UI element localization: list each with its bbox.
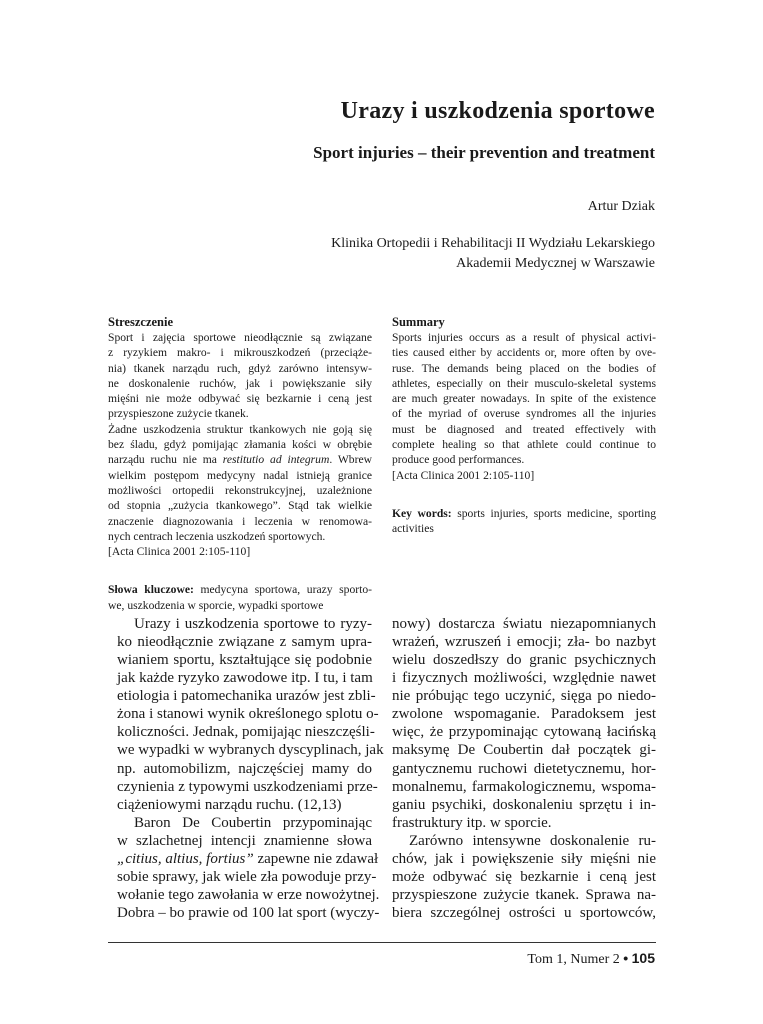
text-line: ganiu psychiki, doskonaleniu sprzętu i in-: [392, 796, 656, 813]
text-line: przyspieszone zużycie tkanek. Sprawa na-: [392, 886, 656, 903]
text-line: Urazy i uszkodzenia sportowe to ryzy-: [134, 616, 372, 632]
text-line: „citius, altius, fortius” zapewne nie zdawał: [117, 850, 379, 867]
text-line: sobie sprawy, jak wiele zła powoduje przy-: [117, 868, 377, 885]
text-line: możliwości ortopedii rekonstrukcyjnej, uzależnione: [108, 483, 372, 497]
text-line: Sport i zajęcia sportowe nieodłącznie są związane: [108, 331, 372, 344]
text-line: więc, że przypominając cytowaną łacińską: [392, 724, 656, 741]
text-line: mięśni nie może odbywać się bezkarnie i ceną jest: [108, 392, 372, 406]
text-line: ko nieodłącznie związane z samym upra-: [117, 634, 372, 651]
volume-info: Tom 1, Numer 2: [527, 952, 620, 967]
text-line: może odbywać się bezkarnie i ceną jest: [392, 868, 656, 885]
keywords: Key words: sports injuries, sports medicine, sporting: [392, 506, 656, 520]
text-line: wołanie tego zawołania w erze nowożytnej.: [117, 886, 380, 903]
body-column-left: [117, 615, 384, 922]
text-line: maksymę De Coubertin dał początek gi-: [392, 742, 656, 759]
keywords: Słowa kluczowe: medycyna sportowa, urazy sporto-: [108, 583, 373, 597]
text-line: Zarówno intensywne doskonalenie ru-: [409, 832, 656, 849]
article-subtitle: Sport injuries – their prevention and treatment: [313, 143, 655, 162]
text-line: nie próbując tego uczynić, sięga po niedo-: [392, 688, 656, 705]
text-line: jak każde ryzyko zawodowe itp. I tu, i tam: [117, 670, 373, 687]
text-line: zwolone wspomaganie. Paradoksem jest: [392, 706, 656, 723]
text-line: ties caused either by accidents or, more often by ove-: [392, 346, 656, 360]
abstract-english: [392, 315, 656, 537]
bullet: •: [623, 950, 629, 966]
text-line: Dobra – bo prawie od 100 lat sport (wyczy-: [117, 905, 380, 921]
text-line: wianiem sportu, kształtujące się podobnie: [117, 652, 372, 669]
abstract-polish: [108, 315, 372, 613]
text-line: żona i stanowi wynik określonego splotu o-: [117, 706, 379, 723]
text-line: i fizycznych możliwości, względnie nawet: [392, 670, 656, 687]
text-line: Żadne uszkodzenia struktur tkankowych nie goją się: [108, 422, 372, 436]
keywords-cont: we, uszkodzenia w sporcie, wypadki sportowe: [108, 598, 324, 612]
text-line: nia) tkanek narządu ruch, gdyż zarówno intensyw-: [108, 361, 372, 375]
text-line: narządu ruchu nie ma restitutio ad integrum. Wbrew: [108, 453, 372, 467]
body-column-right: [392, 615, 656, 922]
text-line: znaczenie diagnozowania i leczenia w renomowa-: [108, 514, 372, 528]
text-line: koliczności. Jednak, pomijając nieszczęśli-: [117, 724, 375, 741]
affiliation-line: Akademii Medycznej w Warszawie: [456, 256, 655, 271]
text-line: chów, jak i powiększenie siły mięśni nie: [392, 850, 656, 867]
text-line: must be diagnosed and treated effectively with: [392, 422, 656, 436]
citation: [Acta Clinica 2001 2:105-110]: [392, 468, 535, 482]
text-line: wielkim postępom medycyny nadal istnieją granice: [108, 468, 372, 482]
text-line: of the myriad of overuse syndromes all the injuries: [392, 407, 656, 421]
footer-divider: [108, 942, 656, 943]
text-line: nych centrach leczenia uszkodzeń sportowych.: [108, 529, 326, 543]
text-line: ne doskonalenie ruchów, jak i powiększanie siły: [108, 376, 372, 390]
abstract-heading: Summary: [392, 315, 445, 329]
text-line: czynienia z typowymi uszkodzeniami prze-: [117, 778, 378, 795]
article-title: Urazy i uszkodzenia sportowe: [340, 98, 655, 124]
text-line: etiologia i patomechanika urazów jest zbli-: [117, 688, 376, 705]
text-line: w szlachetnej intencji znamienne słowa: [117, 832, 372, 849]
abstract-heading: Streszczenie: [108, 315, 174, 329]
text-line: ruse. The demands being placed on the bodies of: [392, 361, 656, 375]
text-line: we wypadki w wybranych dyscyplinach, jak: [117, 742, 384, 759]
author: Artur Dziak: [587, 199, 655, 214]
text-line: are much greater nowadays. In spite of the existence: [392, 392, 656, 406]
text-line: athletes, especially on their musculo-skeletal systems: [392, 376, 656, 390]
text-line: gantycznemu ruchowi dietetycznemu, hor-: [392, 760, 656, 777]
text-line: wielu doszedłszy do granic psychicznych: [392, 652, 656, 669]
text-line: z ryzykiem makro- i mikrouszkodzeń (przeciąże-: [108, 346, 372, 360]
text-line: complete healing so that athlete could continue to: [392, 438, 656, 452]
text-line: przyspieszone zużycie tkanek.: [108, 407, 249, 421]
text-line: wrażeń, wzruszeń i emocji; zła- bo nazbyt: [392, 634, 656, 651]
text-line: biera szczególnej ostrości u sportowców,: [392, 905, 656, 921]
affiliation: [331, 234, 655, 274]
text-line: bez śladu, gdyż pomijając złamania kości w obrębie: [108, 438, 372, 452]
text-line: nowy) dostarcza światu niezapomnianych: [392, 616, 656, 632]
affiliation-line: Klinika Ortopedii i Rehabilitacji II Wydziału Lekarskiego: [331, 236, 655, 251]
keywords-cont: activities: [392, 522, 434, 536]
page-number: 105: [631, 950, 655, 966]
text-line: Baron De Coubertin przypominając: [134, 814, 372, 831]
page-footer: [527, 950, 655, 968]
text-line: np. automobilizm, najczęściej mamy do: [117, 760, 372, 777]
citation: [Acta Clinica 2001 2:105-110]: [108, 545, 251, 559]
text-line: od stopnia „zużycia tkankowego”. Stąd tak wielkie: [108, 499, 372, 513]
text-line: produce good performances.: [392, 453, 525, 467]
text-line: ciążeniowymi narządu ruchu. (12,13): [117, 796, 342, 813]
text-line: Sports injuries occurs as a result of physical activi-: [392, 331, 656, 344]
text-line: frastruktury itp. w sporcie.: [392, 814, 552, 831]
text-line: monalnemu, farmakologicznemu, wspoma-: [392, 778, 656, 795]
